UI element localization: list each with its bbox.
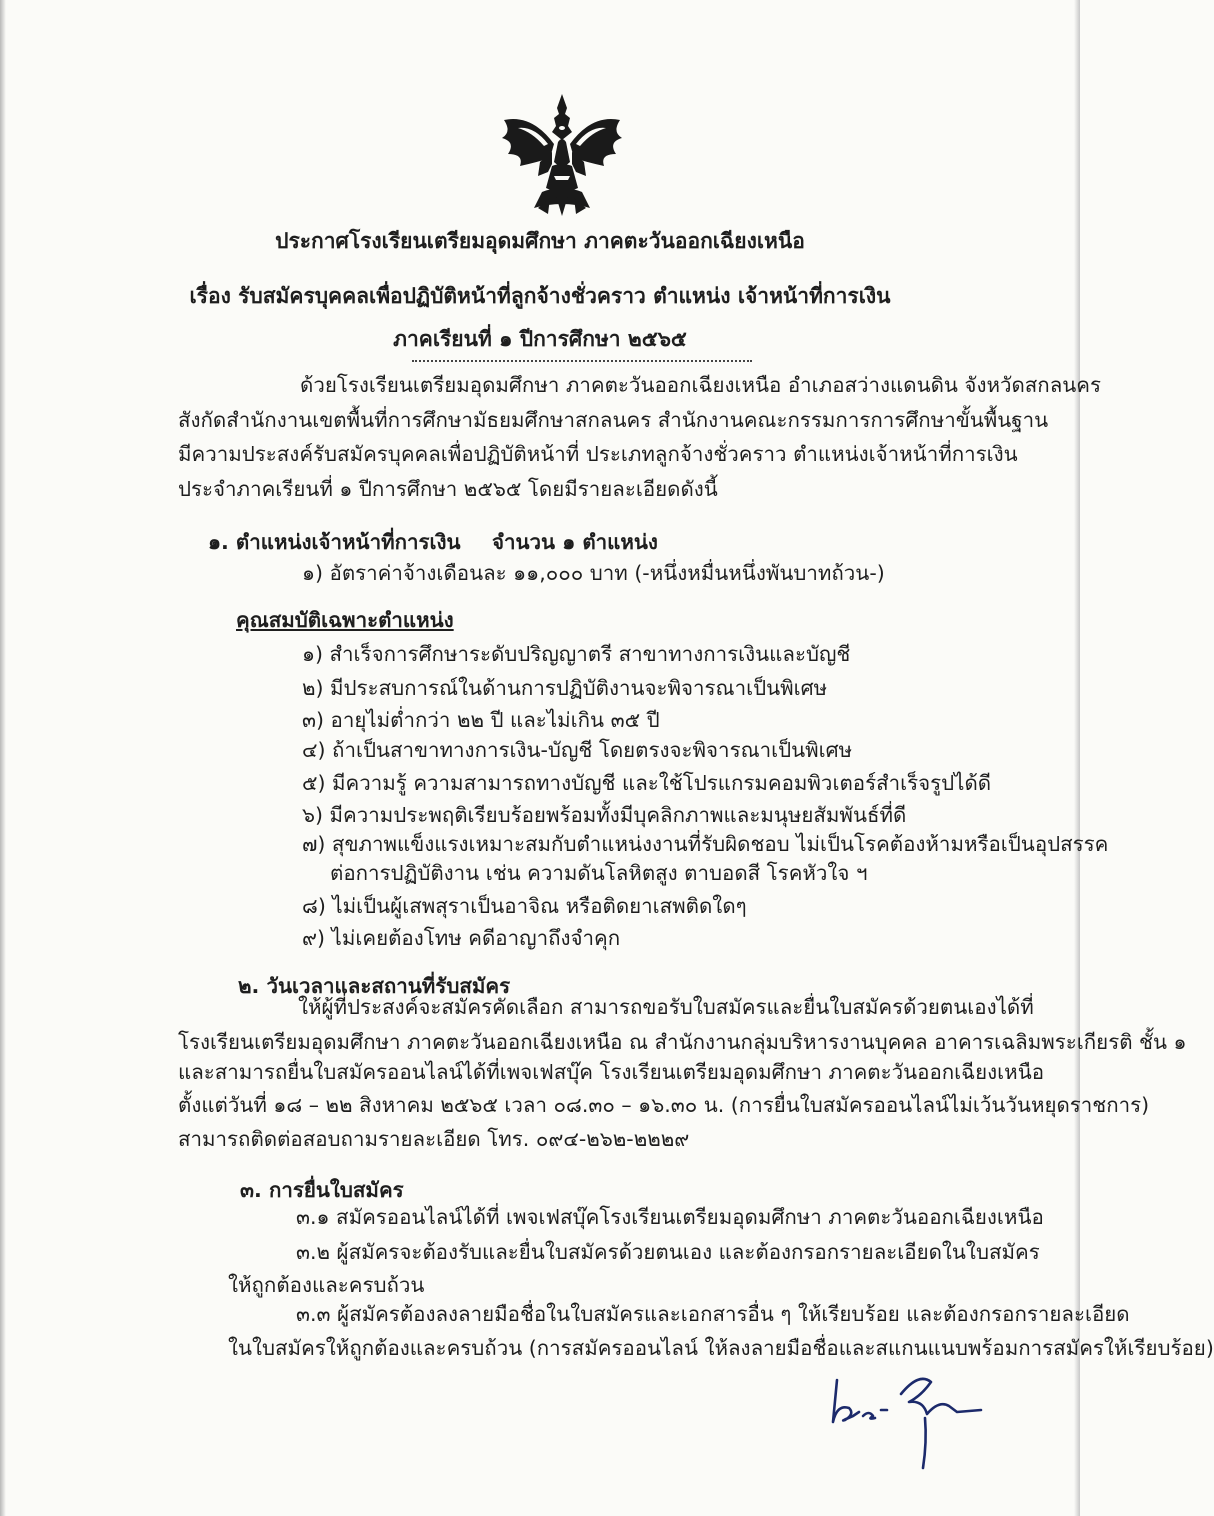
section1-count: จำนวน ๑ ตำแหน่ง [492,530,658,554]
qualification-item: ๖) มีความประพฤติเรียบร้อยพร้อมทั้งมีบุคลิกภาพและมนุษยสัมพันธ์ที่ดี [302,803,907,827]
section3-line-1: ๓.๑ สมัครออนไลน์ได้ที่ เพจเฟสบุ๊คโรงเรียนเตรียมอุดมศึกษา ภาคตะวันออกเฉียงเหนือ [296,1205,1044,1229]
handwritten-signature-icon [815,1360,985,1470]
section2-line-1: ให้ผู้ที่ประสงค์จะสมัครคัดเลือก สามารถขอรับใบสมัครและยื่นใบสมัครด้วยตนเองได้ที่ [298,995,1034,1019]
announcement-term: ภาคเรียนที่ ๑ ปีการศึกษา ๒๕๖๕ [393,327,687,351]
intro-line-4: ประจำภาคเรียนที่ ๑ ปีการศึกษา ๒๕๖๕ โดยมีรายละเอียดดังนี้ [178,477,718,501]
announcement-subject: เรื่อง รับสมัครบุคคลเพื่อปฏิบัติหน้าที่ลูกจ้างชั่วคราว ตำแหน่ง เจ้าหน้าที่การเงิน [189,284,891,308]
qualification-item: ๗) สุขภาพแข็งแรงเหมาะสมกับตำแหน่งงานที่รับผิดชอบ ไม่เป็นโรคต้องห้ามหรือเป็นอุปสรรค [302,832,1109,856]
scan-right-edge [1074,0,1080,1516]
qualifications-heading: คุณสมบัติเฉพาะตำแหน่ง [236,608,454,632]
intro-line-3: มีความประสงค์รับสมัครบุคคลเพื่อปฏิบัติหน้าที่ ประเภทลูกจ้างชั่วคราว ตำแหน่งเจ้าหน้าที่การเงิน [178,442,1018,466]
section2-heading: ๒. วันเวลาและสถานที่รับสมัคร [238,974,511,998]
section1-heading: ๑. ตำแหน่งเจ้าหน้าที่การเงิน [208,530,461,554]
intro-line-1: ด้วยโรงเรียนเตรียมอุดมศึกษา ภาคตะวันออกเฉียงเหนือ อำเภอสว่างแดนดิน จังหวัดสกลนคร [300,373,1102,397]
intro-line-2: สังกัดสำนักงานเขตพื้นที่การศึกษามัธยมศึกษาสกลนคร สำนักงานคณะกรรมการการศึกษาขั้นพื้นฐาน [178,408,1049,432]
section2-line-3: และสามารถยื่นใบสมัครออนไลน์ได้ที่เพจเฟสบุ๊ค โรงเรียนเตรียมอุดมศึกษา ภาคตะวันออกเฉียงเหนือ [178,1060,1045,1084]
qualification-item: ๘) ไม่เป็นผู้เสพสุราเป็นอาจิณ หรือติดยาเสพติดใดๆ [302,894,747,918]
scan-left-edge [0,0,6,1516]
title-divider [412,360,752,362]
section3-line-5: ในใบสมัครให้ถูกต้องและครบถ้วน (การสมัครออนไลน์ ให้ลงลายมือชื่อและสแกนแนบพร้อมการสมัครให้เรียบร้อย) [228,1336,1214,1360]
section2-line-2: โรงเรียนเตรียมอุดมศึกษา ภาคตะวันออกเฉียงเหนือ ณ สำนักงานกลุ่มบริหารงานบุคคล อาคารเฉลิมพระเกียรติ ชั้น ๑ [178,1030,1187,1054]
section2-line-5: สามารถติดต่อสอบถามรายละเอียด โทร. ๐๙๔-๒๖๒-๒๒๒๙ [178,1127,690,1151]
section2-line-4: ตั้งแต่วันที่ ๑๘ – ๒๒ สิงหาคม ๒๕๖๕ เวลา ๐๘.๓๐ – ๑๖.๓๐ น. (การยื่นใบสมัครออนไลน์ไม่เว้นวันหยุดราชการ) [178,1093,1150,1117]
garuda-emblem-icon [498,92,626,216]
qualification-item: ๕) มีความรู้ ความสามารถทางบัญชี และใช้โปรแกรมคอมพิวเตอร์สำเร็จรูปได้ดี [302,771,992,795]
qualification-item: ๙) ไม่เคยต้องโทษ คดีอาญาถึงจำคุก [302,926,621,950]
announcement-title: ประกาศโรงเรียนเตรียมอุดมศึกษา ภาคตะวันออกเฉียงเหนือ [275,229,805,253]
qualification-item: ๓) อายุไม่ต่ำกว่า ๒๒ ปี และไม่เกิน ๓๕ ปี [302,708,660,732]
qualification-item: ๒) มีประสบการณ์ในด้านการปฏิบัติงานจะพิจารณาเป็นพิเศษ [302,676,828,700]
section1-wage: ๑) อัตราค่าจ้างเดือนละ ๑๑,๐๐๐ บาท (-หนึ่งหมื่นหนึ่งพันบาทถ้วน-) [302,561,885,585]
section3-heading: ๓. การยื่นใบสมัคร [240,1178,404,1202]
section3-line-4: ๓.๓ ผู้สมัครต้องลงลายมือชื่อในใบสมัครและเอกสารอื่น ๆ ให้เรียบร้อย และต้องกรอกรายละเอียด [296,1302,1130,1326]
section3-line-2: ๓.๒ ผู้สมัครจะต้องรับและยื่นใบสมัครด้วยตนเอง และต้องกรอกรายละเอียดในใบสมัคร [296,1240,1040,1264]
qualification-item-continued: ต่อการปฏิบัติงาน เช่น ความดันโลหิตสูง ตาบอดสี โรคหัวใจ ฯ [330,861,868,885]
qualification-item: ๑) สำเร็จการศึกษาระดับปริญญาตรี สาขาทางการเงินและบัญชี [302,642,851,666]
qualification-item: ๔) ถ้าเป็นสาขาทางการเงิน-บัญชี โดยตรงจะพิจารณาเป็นพิเศษ [302,738,853,762]
section3-line-3: ให้ถูกต้องและครบถ้วน [228,1273,425,1297]
